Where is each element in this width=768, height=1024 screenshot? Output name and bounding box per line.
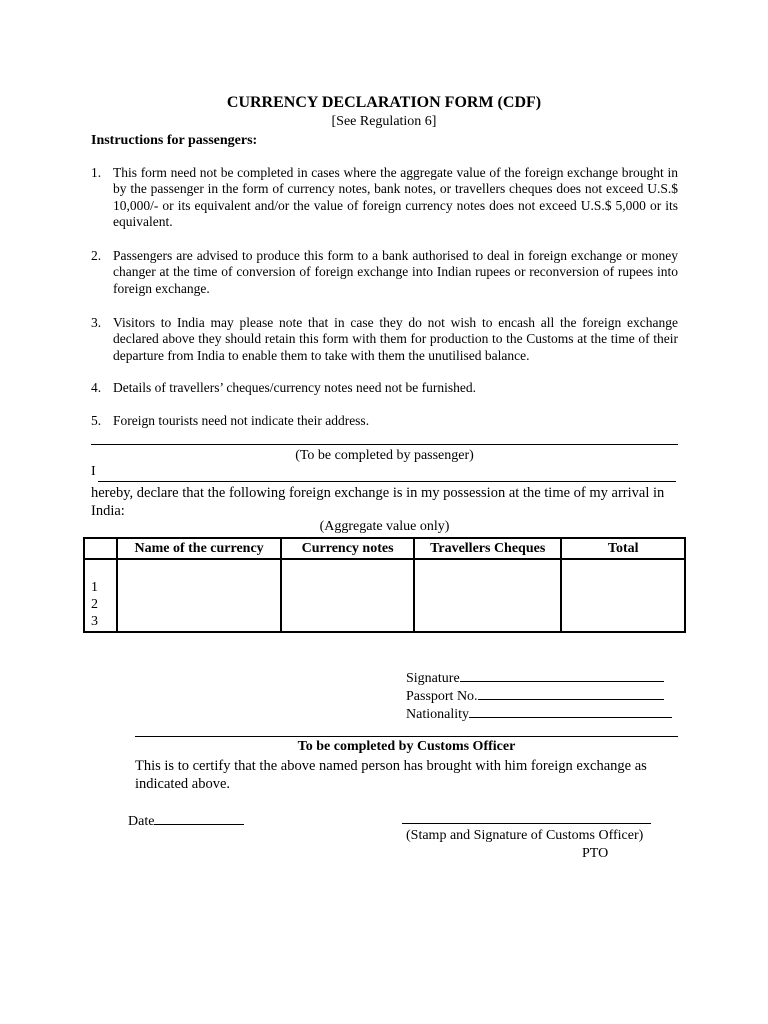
- row-number-2: 2: [91, 597, 98, 612]
- header-travellers-cheques: Travellers Cheques: [414, 538, 562, 559]
- declarant-name-field[interactable]: [98, 481, 676, 482]
- passenger-section-label: (To be completed by passenger): [295, 448, 474, 463]
- date-field[interactable]: [154, 811, 244, 825]
- customs-divider: [135, 736, 678, 737]
- instruction-item-3: [91, 315, 678, 364]
- header-total: Total: [561, 538, 685, 559]
- section-divider: [91, 444, 678, 445]
- declarant-prefix: I: [91, 464, 96, 479]
- signature-label: Signature: [406, 671, 460, 686]
- row-number-3: 3: [91, 614, 98, 629]
- passport-field[interactable]: [478, 686, 664, 700]
- currency-table: [83, 537, 686, 633]
- form-title: CURRENCY DECLARATION FORM (CDF): [226, 94, 542, 111]
- date-label: Date: [128, 814, 155, 829]
- instruction-item-4: [91, 380, 678, 396]
- instruction-number: 3.: [91, 315, 102, 330]
- nationality-label: Nationality: [406, 707, 469, 722]
- regulation-reference: [See Regulation 6]: [331, 114, 437, 129]
- instruction-text: This form need not be completed in cases where the aggregate value of the foreign exchange brought in by the passenger in the form of currency notes, bank notes, or travellers cheques does not exceed U.S.$ 10,000/- or its equivalent and/or the value of foreign currency notes does not exceed U.S.$ 5,000 or its equivalent.: [113, 165, 678, 230]
- instruction-text: Details of travellers’ cheques/currency notes need not be furnished.: [113, 380, 476, 395]
- customs-heading: To be completed by Customs Officer: [297, 739, 516, 754]
- stamp-label: (Stamp and Signature of Customs Officer): [406, 828, 644, 843]
- declaration-text: hereby, declare that the following foreign exchange is in my possession at the time of my arrival in India:: [91, 485, 665, 519]
- instruction-number: 2.: [91, 248, 102, 263]
- date-row: [128, 811, 244, 830]
- row-number-1: 1: [91, 580, 98, 595]
- travellers-cheques-cell[interactable]: [414, 559, 562, 632]
- currency-name-cell[interactable]: [117, 559, 281, 632]
- nationality-row: [406, 704, 672, 723]
- total-cell[interactable]: [561, 559, 685, 632]
- instruction-number: 4.: [91, 380, 102, 395]
- nationality-field[interactable]: [469, 704, 672, 718]
- instruction-text: Passengers are advised to produce this form to a bank authorised to deal in foreign exchange or money changer at the time of conversion of foreign exchange into Indian rupees or reconversion of rupees into foreign exchange.: [113, 248, 678, 296]
- instruction-number: 1.: [91, 165, 102, 180]
- currency-notes-cell[interactable]: [281, 559, 414, 632]
- instruction-item-1: [91, 165, 678, 231]
- header-currency-notes: Currency notes: [281, 538, 414, 559]
- instruction-text: Visitors to India may please note that in case they do not wish to encash all the foreign exchange declared above they should retain this form with them for production to the Customs at the time of their departure from India to enable them to take with them the unutilised balance.: [113, 315, 678, 363]
- signature-field[interactable]: [460, 668, 664, 682]
- table-header-row: [84, 538, 685, 559]
- header-currency-name: Name of the currency: [117, 538, 281, 559]
- row-numbers-cell: [84, 559, 117, 632]
- instruction-item-5: [91, 413, 678, 429]
- table-row: [84, 559, 685, 632]
- pto-label: PTO: [582, 846, 609, 861]
- header-number: [84, 538, 117, 559]
- aggregate-note: (Aggregate value only): [319, 519, 450, 534]
- passport-row: [406, 686, 664, 705]
- passport-label: Passport No.: [406, 689, 478, 704]
- instruction-text: Foreign tourists need not indicate their address.: [113, 413, 370, 428]
- signature-row: [406, 668, 664, 687]
- customs-certification: This is to certify that the above named person has brought with him foreign exchange as indicated above.: [135, 758, 647, 792]
- instruction-item-2: [91, 248, 678, 297]
- instructions-heading: Instructions for passengers:: [91, 133, 258, 148]
- stamp-signature-field[interactable]: [402, 823, 651, 824]
- instruction-number: 5.: [91, 413, 102, 428]
